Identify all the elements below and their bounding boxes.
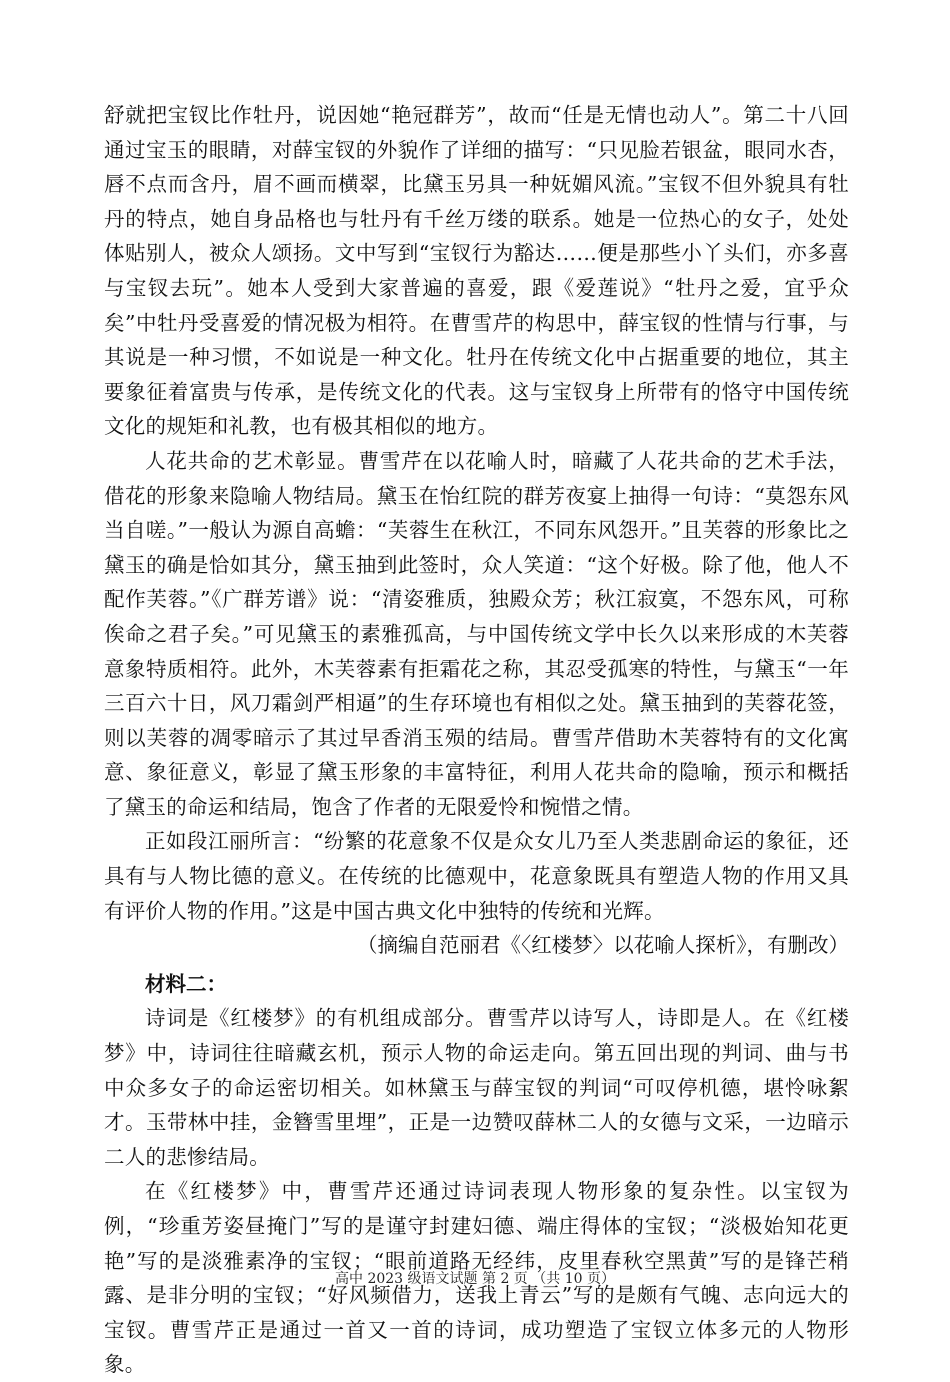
paragraph-daiyu-lotus: 人花共命的艺术彰显。曹雪芹在以花喻人时，暗藏了人花共命的艺术手法，借花的形象来隐喻人物结局。黛玉在怡红院的群芳夜宴上抽得一句诗：“莫怨东风当自嗟。”一般认为源自高蟾：“芙蓉生在秋江，不同东风怨开。”且芙蓉的形象比之黛玉的确是恰如其分，黛玉抽到此签时，众人笑道：“这个好极。除了他，他人不配作芙蓉。”《广群芳谱》说：“清姿雅质，独殿众芳；秋江寂寞，不怨东风，可称俟命之君子矣。”可见黛玉的素雅孤高，与中国传统文学中长久以来形成的木芙蓉意象特质相符。此外，木芙蓉素有拒霜花之称，其忍受孤寒的特性，与黛玉“一年三百六十日，风刀霜剑严相逼”的生存环境也有相似之处。黛玉抽到的芙蓉花签，则以芙蓉的凋零暗示了其过早香消玉殒的结局。曹雪芹借助木芙蓉特有的文化寓意、象征意义，彰显了黛玉形象的丰富特征，利用人花共命的隐喻，预示和概括了黛玉的命运和结局，饱含了作者的无限爱怜和惋惜之情。 — [104, 448, 849, 819]
paragraph-poetry-role: 诗词是《红楼梦》的有机组成部分。曹雪芹以诗写人，诗即是人。在《红楼梦》中，诗词往往暗藏玄机，预示人物的命运走向。第五回出现的判词、曲与书中众多女子的命运密切相关。如林黛玉与薛宝钗的判词“可叹停机德，堪怜咏絮才。玉带林中挂，金簪雪里埋”，正是一边赞叹薛林二人的女德与文采，一边暗示二人的悲惨结局。 — [104, 1006, 849, 1169]
material-two-heading: 材料二： — [145, 971, 227, 996]
source-citation: （摘编自范丽君《〈红楼梦〉以花喻人探析》，有删改） — [357, 933, 849, 958]
page-footer: 高中 2023 级语文试题 第 2 页 （共 10 页） — [335, 1271, 615, 1287]
paragraph-baochai-peony: 舒就把宝钗比作牡丹，说因她“艳冠群芳”，故而“任是无情也动人”。第二十八回通过宝玉的眼睛，对薛宝钗的外貌作了详细的描写：“只见脸若银盆，眼同水杏，唇不点而含丹，眉不画而横翠，比黛玉另具一种妩媚风流。”宝钗不但外貌具有牡丹的特点，她自身品格也与牡丹有千丝万缕的联系。她是一位热心的女子，处处体贴别人，被众人颂扬。文中写到“宝钗行为豁达……便是那些小丫头们，亦多喜与宝钗去玩”。她本人受到大家普遍的喜爱，跟《爱莲说》“牡丹之爱，宜乎众矣”中牡丹受喜爱的情况极为相符。在曹雪芹的构思中，薛宝钗的性情与行事，与其说是一种习惯，不如说是一种文化。牡丹在传统文化中占据重要的地位，其主要象征着富贵与传承，是传统文化的代表。这与宝钗身上所带有的恪守中国传统文化的规矩和礼教，也有极其相似的地方。 — [104, 103, 849, 439]
page-content — [104, 98, 849, 1382]
paragraph-baochai-poems: 在《红楼梦》中，曹雪芹还通过诗词表现人物形象的复杂性。以宝钗为例，“珍重芳姿昼掩门”写的是谨守封建妇德、端庄得体的宝钗；“淡极始知花更艳”写的是淡雅素净的宝钗；“眼前道路无经纬，皮里春秋空黑黄”写的是锋芒稍露、是非分明的宝钗；“好风频借力，送我上青云”写的是颇有气魄、志向远大的宝钗。曹雪芹正是通过一首又一首的诗词，成功塑造了宝钗立体多元的人物形象。 — [104, 1179, 849, 1377]
paragraph-duan-jiangli-quote: 正如段江丽所言：“纷繁的花意象不仅是众女儿乃至人类悲剧命运的象征，还具有与人物比德的意义。在传统的比德观中，花意象既具有塑造人物的作用又具有评价人物的作用。”这是中国古典文化中独特的传统和光辉。 — [104, 829, 849, 923]
